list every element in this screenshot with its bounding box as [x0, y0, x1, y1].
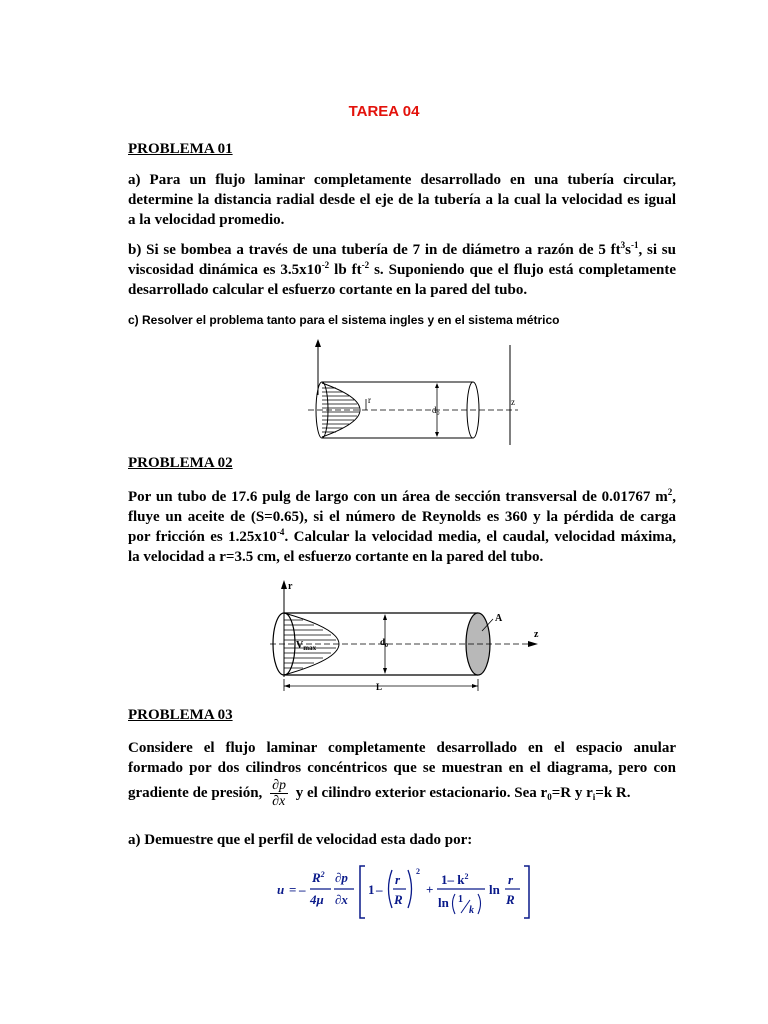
text-line: b) Si se bombea a través de una tubería de 7 in de diámetro a razón de 5 $ft^3s^{-1}$, si su [128, 240, 676, 258]
svg-text:1– k2: 1– $k^2$ [441, 872, 469, 887]
svg-text:r: r [508, 872, 514, 887]
svg-text:R2: $R^2$ [312, 870, 325, 885]
svg-text:=: = [289, 882, 297, 897]
problem-03-text [128, 738, 676, 778]
svg-text:∂p: ∂p [335, 870, 348, 885]
text-line: desarrollado calcular el esfuerzo cortante en la pared del tubo. [128, 282, 528, 298]
diameter-label: $d_0$ [380, 637, 389, 649]
svg-text:k: k [469, 905, 474, 916]
pipe-diagram-01 [300, 335, 540, 455]
problem-03-heading: PROBLEMA 03 [128, 707, 233, 723]
text-line: formado por dos cilindros concéntricos que se muestran en el diagrama, pero con [128, 760, 676, 776]
svg-text:R: R [506, 892, 515, 907]
svg-text:1: 1 [458, 894, 463, 905]
text-line: determine la distancia radial desde el eje de la tubería a la cual la velocidad es igual [128, 192, 676, 208]
problem-03-gradient-line: gradiente de presión, $\frac{\partial p}{\partial x}$ y el cilindro exterior estacionario. Sea $r_0=R$ y $r_i=k$ R. [128, 778, 631, 809]
diameter-label: $d_0$ [432, 405, 440, 417]
svg-text:∂x: ∂x [335, 892, 348, 907]
z-axis-label: z [511, 397, 515, 407]
text-line: fluye un aceite de (S=0.65), si el número de Reynolds es 360 y la pérdida de carga [128, 509, 676, 525]
problem-02-heading: PROBLEMA 02 [128, 455, 233, 471]
pressure-gradient-fraction: $\frac{\partial p}{\partial x}$ [272, 778, 286, 809]
problem-03-part-a: a) Demuestre que el perfil de velocidad esta dado por: [128, 832, 473, 848]
vmax-label: $V_{max}$ [296, 640, 317, 652]
svg-text:u: u [277, 882, 285, 897]
document-title: TAREA 04 [348, 103, 420, 120]
text-line: a) Para un flujo laminar completamente desarrollado en una tubería circular, [128, 172, 676, 188]
svg-text:–: – [376, 882, 383, 897]
text-line: Considere el flujo laminar completamente desarrollado en el espacio anular [128, 740, 676, 756]
pipe-diagram-02 [260, 575, 560, 695]
svg-text:R: R [394, 892, 403, 907]
problem-01-part-a [128, 170, 676, 230]
area-label: A [495, 613, 503, 624]
svg-text:ln: ln [489, 882, 500, 897]
r-axis-label: r [288, 581, 293, 592]
text-line: la velocidad a r=3.5 cm, el esfuerzo cortante en la pared del tubo. [128, 549, 544, 565]
problem-02-text [128, 487, 676, 567]
svg-text:ln: ln [438, 895, 449, 910]
text-line: viscosidad dinámica es $3.5x10^{-2}$ lb $ft^{-2}$ s. Suponiendo que el flujo está completamente [128, 260, 676, 278]
velocity-profile-formula [275, 862, 535, 924]
length-label: L [376, 682, 383, 692]
problem-01-part-c: c) Resolver el problema tanto para el sistema ingles y en el sistema métrico [128, 313, 560, 327]
svg-text:1: 1 [368, 882, 375, 897]
svg-text:–: – [299, 882, 306, 897]
svg-text:+: + [426, 882, 434, 897]
text-line: por fricción es $1.25x10^{-4}$. Calcular la velocidad media, el caudal, velocidad máxima, [128, 527, 676, 545]
svg-text:4μ: 4μ [310, 892, 324, 907]
text-line: Por un tubo de 17.6 pulg de largo con un área de sección transversal de 0.01767 $m^2$, [128, 487, 676, 505]
svg-text:2: 2 [416, 867, 420, 876]
svg-text:r: r [395, 872, 401, 887]
problem-01-heading: PROBLEMA 01 [128, 141, 233, 157]
r-axis-label: r [368, 395, 371, 405]
problem-01-part-b [128, 240, 676, 300]
z-axis-label: z [534, 629, 539, 640]
text-line: a la velocidad promedio. [128, 212, 285, 228]
